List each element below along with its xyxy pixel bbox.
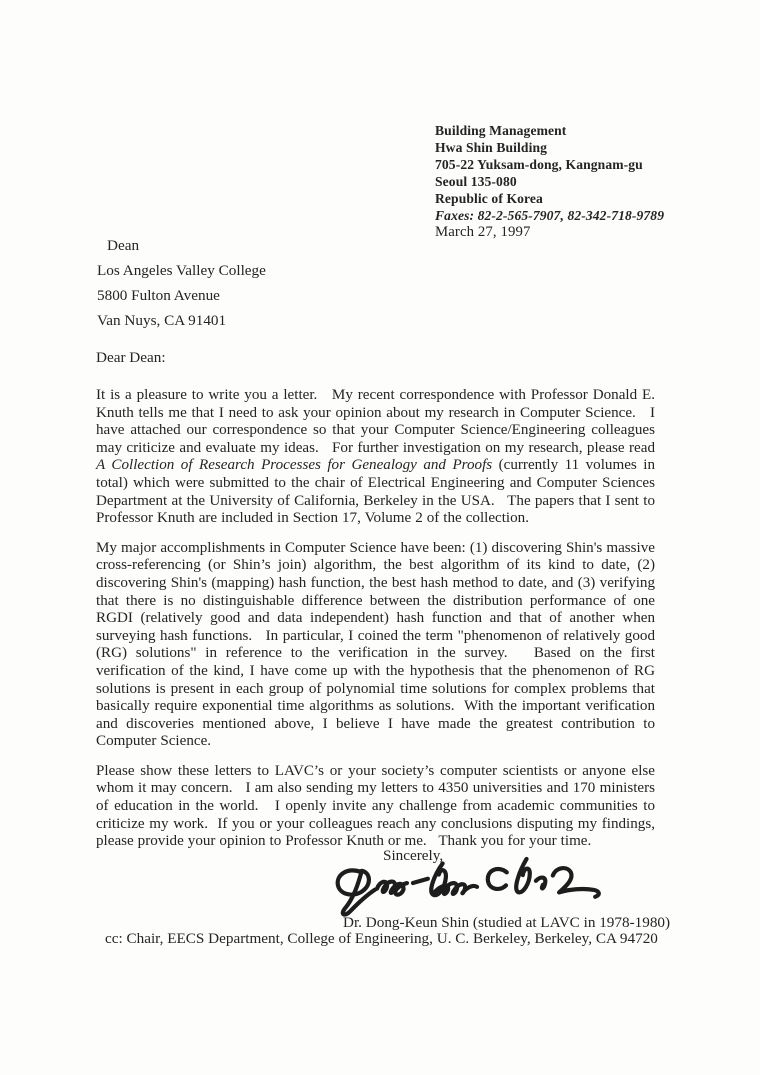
recipient-line-1: Dean — [107, 237, 140, 254]
sender-line-5: Republic of Korea — [435, 190, 543, 206]
valediction: Sincerely, — [383, 847, 444, 864]
recipient-line-3: 5800 Fulton Avenue — [97, 287, 220, 305]
signer-name-line: Dr. Dong-Keun Shin (studied at LAVC in 1978-1980) — [343, 914, 671, 931]
sender-address-block — [435, 123, 664, 241]
sender-line-4: Seoul 135-080 — [435, 173, 517, 189]
cc-line: cc: Chair, EECS Department, College of Engineering, U. C. Berkeley, Berkeley, CA 94720 — [105, 930, 658, 947]
body-paragraph-2: My major accomplishments in Computer Science have been: (1) discovering Shin's massive cross-referencing (or Shin’s join) algorithm, the best algorithm of its kind to date, (2) discovering Shin's (mapping) hash function, the best hash method to date, and (3) verifying that there is no distinguishable difference between the distribution performance of one RGDI (relatively good and data independent) hash function and that of another when surveying hash functions. In particular, I coined the term "phenomenon of relatively good (RG) solutions" in reference to the verification in the survey. Based on the first verification of the kind, I have come up with the hypothesis that the phenomenon of RG solutions is present in each group of polynomial time solutions for complex problems that basically require exponential time algorithms as solutions. With the important verification and discoveries mentioned above, I believe I have made the greatest contribution to Computer Science. — [96, 539, 655, 750]
handwritten-signature — [330, 854, 607, 919]
sender-fax-line: Faxes: 82-2-565-7907, 82-342-718-9789 — [435, 207, 665, 223]
recipient-line-2: Los Angeles Valley College — [97, 262, 266, 280]
sender-line-3: 705-22 Yuksam-dong, Kangnam-gu — [435, 156, 643, 172]
letter-body — [96, 387, 655, 863]
sender-line-1: Building Management — [435, 123, 567, 138]
letter-date: March 27, 1997 — [435, 224, 531, 241]
sender-line-2: Hwa Shin Building — [435, 139, 548, 155]
recipient-line-4: Van Nuys, CA 91401 — [97, 312, 227, 330]
body-paragraph-1: It is a pleasure to write you a letter. My recent correspondence with Professor Donald E. Knuth tells me that I need to ask your opinion about my research in Computer Science. I have attached our correspondence so that your Computer Science/Engineering colleagues may criticize and evaluate my ideas. For further investigation on my research, please read A Collection of Research Processes for Genealogy and Proofs (currently 11 volumes in total) which were submitted to the chair of Electrical Engineering and Computer Sciences Department at the University of California, Berkeley in the USA. The papers that I sent to Professor Knuth are included in Section 17, Volume 2 of the collection. — [96, 387, 655, 527]
body-paragraph-3: Please show these letters to LAVC’s or your society’s computer scientists or anyone else whom it may concern. I am also sending my letters to 4350 universities and 170 ministers of education in the world. I openly invite any challenge from academic communities to criticize my work. If you or your colleagues reach any conclusions disputing my findings, please provide your opinion to Professor Knuth or me. Thank you for your time. — [96, 762, 655, 850]
recipient-address-block — [97, 233, 266, 333]
salutation: Dear Dean: — [96, 349, 166, 366]
